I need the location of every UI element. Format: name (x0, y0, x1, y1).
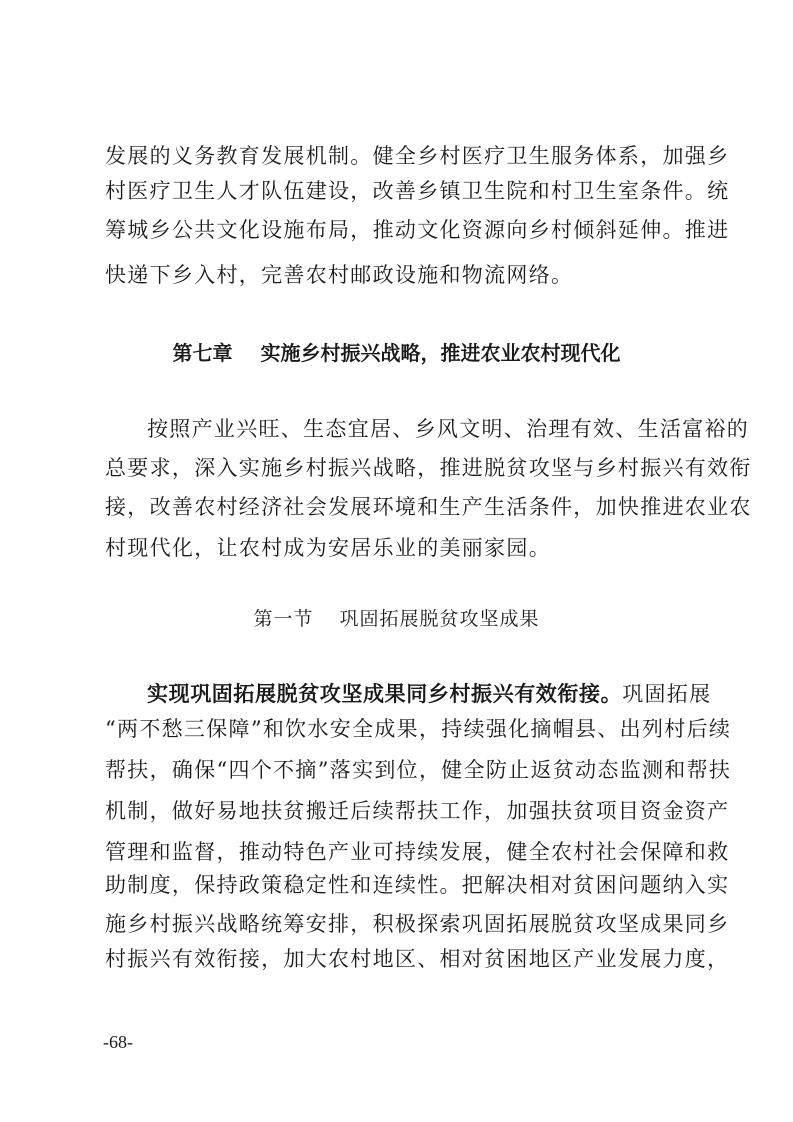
paragraph-line: 筹城乡公共文化设施布局，推动文化资源向乡村倾斜延伸。推进 (105, 218, 730, 242)
chapter-number: 第七章 (172, 341, 233, 365)
section-number: 第一节 (253, 608, 314, 630)
chapter-heading (0, 339, 793, 367)
paragraph-line: 村现代化，让农村成为安居乐业的美丽家园。 (105, 536, 551, 560)
paragraph-line: 施乡村振兴战略统筹安排，积极探索巩固拓展脱贫攻坚成果同乡 (105, 912, 730, 936)
section-title: 巩固拓展脱贫攻坚成果 (339, 608, 540, 630)
paragraph-line: 总要求，深入实施乡村振兴战略，推进脱贫攻坚与乡村振兴有效衔 (105, 456, 752, 480)
paragraph-line: “两不愁三保障”和饮水安全成果，持续强化摘帽县、出列村后续 (105, 717, 732, 741)
paragraph-line: 接，改善农村经济社会发展环境和生产生活条件，加快推进农业农 (105, 495, 752, 519)
paragraph-line: 管理和监督，推动特色产业可持续发展，健全农村社会保障和救 (105, 840, 730, 864)
paragraph-first-line (147, 680, 712, 708)
paragraph-line: 发展的义务教育发展机制。健全乡村医疗卫生服务体系，加强乡 (105, 144, 730, 168)
chapter-title: 实施乡村振兴战略，推进农业农村现代化 (260, 341, 621, 365)
paragraph-line: 快递下乡入村，完善农村邮政设施和物流网络。 (105, 263, 574, 287)
paragraph-line: 村振兴有效衔接，加大农村地区、相对贫困地区产业发展力度， (105, 947, 730, 971)
paragraph-lead-bold: 实现巩固拓展脱贫攻坚成果同乡村振兴有效衔接。 (147, 682, 623, 706)
paragraph-line: 村医疗卫生人才队伍建设，改善乡镇卫生院和村卫生室条件。统 (105, 179, 730, 203)
paragraph-lead-rest: 巩固拓展 (622, 682, 712, 706)
paragraph-line: 机制，做好易地扶贫搬迁后续帮扶工作，加强扶贫项目资金资产 (105, 799, 730, 823)
paragraph-line: 助制度，保持政策稳定性和连续性。把解决相对贫困问题纳入实 (105, 873, 730, 897)
page-number: -68- (103, 1032, 133, 1052)
paragraph-line: 帮扶，确保“四个不摘”落实到位，健全防止返贫动态监测和帮扶 (105, 758, 732, 782)
section-heading (0, 605, 793, 633)
paragraph-line: 按照产业兴旺、生态宜居、乡风文明、治理有效、生活富裕的 (147, 417, 750, 441)
